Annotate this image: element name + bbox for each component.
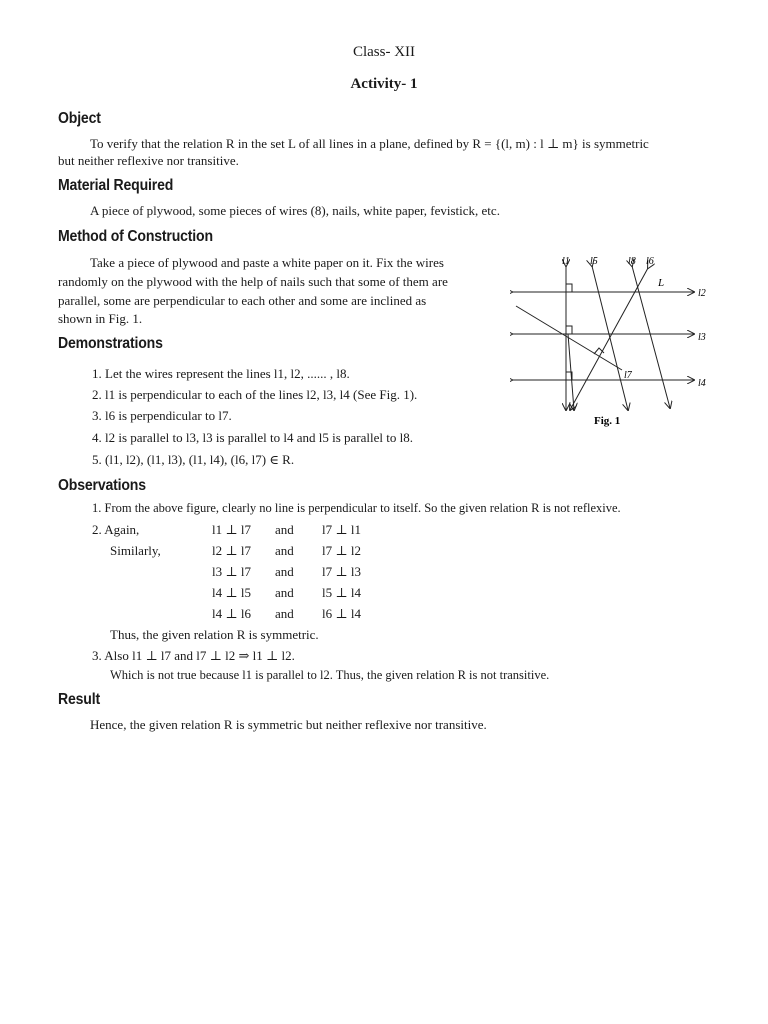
obs-row-2-left: l2 ⊥ l7 bbox=[212, 543, 251, 558]
obs-row-5-and: and bbox=[275, 606, 294, 621]
demo-item-5: 5. (l1, l2), (l1, l3), (l1, l4), (l6, l7) ∈ R. bbox=[92, 452, 295, 467]
result-heading: Result bbox=[58, 691, 100, 708]
demo-item-3: 3. l6 is perpendicular to l7. bbox=[92, 408, 232, 423]
demo-item-4: 4. l2 is parallel to l3, l3 is parallel to l4 and l5 is parallel to l8. bbox=[92, 430, 413, 445]
activity-label: Activity- 1 bbox=[350, 76, 418, 92]
obs-row-1-and: and bbox=[275, 522, 294, 537]
object-heading: Object bbox=[58, 110, 101, 127]
object-line-2: but neither reflexive nor transitive. bbox=[58, 153, 239, 168]
obs-row-1-right: l7 ⊥ l1 bbox=[322, 522, 361, 537]
figure-caption: Fig. 1 bbox=[594, 415, 621, 427]
label-l6: l6 bbox=[646, 256, 654, 267]
class-label: Class- XII bbox=[352, 44, 416, 60]
demonstrations-heading: Demonstrations bbox=[58, 335, 163, 352]
obs-row-3-left: l3 ⊥ l7 bbox=[212, 564, 251, 579]
obs-row-1-left: l1 ⊥ l7 bbox=[212, 522, 251, 537]
obs-row-2-and: and bbox=[275, 543, 294, 558]
result-text: Hence, the given relation R is symmetric but neither reflexive nor transitive. bbox=[90, 717, 487, 732]
obs-row-5-left: l4 ⊥ l6 bbox=[212, 606, 251, 621]
method-line-2: randomly on the plywood with the help of nails such that some of them are bbox=[58, 274, 448, 289]
label-l3: l3 bbox=[698, 332, 706, 343]
demo-item-1: 1. Let the wires represent the lines l1, l2, ...... , l8. bbox=[92, 366, 350, 381]
object-line-1: To verify that the relation R in the set L of all lines in a plane, defined by R = {(l, m) : l ⊥ m} is symmetric bbox=[90, 136, 649, 151]
line-l6 bbox=[570, 268, 648, 410]
figure-lines-diagram bbox=[510, 250, 720, 430]
obs-row-4-left: l4 ⊥ l5 bbox=[212, 585, 251, 600]
obs-row-5-right: l6 ⊥ l4 bbox=[322, 606, 361, 621]
obs-row-3-right: l7 ⊥ l3 bbox=[322, 564, 361, 579]
obs-item-1: 1. From the above figure, clearly no line is perpendicular to itself. So the given relation R is not reflexive. bbox=[92, 501, 621, 515]
method-line-1: Take a piece of plywood and paste a white paper on it. Fix the wires bbox=[90, 255, 444, 270]
demo-item-2: 2. l1 is perpendicular to each of the lines l2, l3, l4 (See Fig. 1). bbox=[92, 387, 418, 402]
obs-item-2-label: 2. Again, bbox=[92, 522, 140, 537]
method-heading: Method of Construction bbox=[58, 228, 213, 245]
label-l4: l4 bbox=[698, 378, 706, 389]
obs-row-4-and: and bbox=[275, 585, 294, 600]
obs-row-2-right: l7 ⊥ l2 bbox=[322, 543, 361, 558]
label-l5: l5 bbox=[590, 256, 598, 267]
label-l1: l1 bbox=[562, 256, 570, 267]
material-heading: Material Required bbox=[58, 177, 174, 194]
observations-heading: Observations bbox=[58, 477, 146, 494]
label-l7: l7 bbox=[624, 370, 632, 381]
method-line-4: shown in Fig. 1. bbox=[58, 311, 143, 326]
material-text: A piece of plywood, some pieces of wires (8), nails, white paper, fevistick, etc. bbox=[90, 203, 500, 218]
method-line-3: parallel, some are perpendicular to each other and some are inclined as bbox=[58, 293, 427, 308]
obs-thus: Thus, the given relation R is symmetric. bbox=[110, 627, 319, 642]
obs-row-4-right: l5 ⊥ l4 bbox=[322, 585, 361, 600]
label-l2: l2 bbox=[698, 288, 706, 299]
obs-similarly-label: Similarly, bbox=[110, 543, 161, 558]
label-L: L bbox=[658, 277, 665, 289]
obs-row-3-and: and bbox=[275, 564, 294, 579]
line-l7 bbox=[516, 306, 622, 370]
obs-item-3-cont: Which is not true because l1 is parallel to l2. Thus, the given relation R is not transitive. bbox=[110, 668, 550, 682]
obs-item-3: 3. Also l1 ⊥ l7 and l7 ⊥ l2 ⇒ l1 ⊥ l2. bbox=[92, 648, 295, 663]
label-l8: l8 bbox=[628, 256, 636, 267]
